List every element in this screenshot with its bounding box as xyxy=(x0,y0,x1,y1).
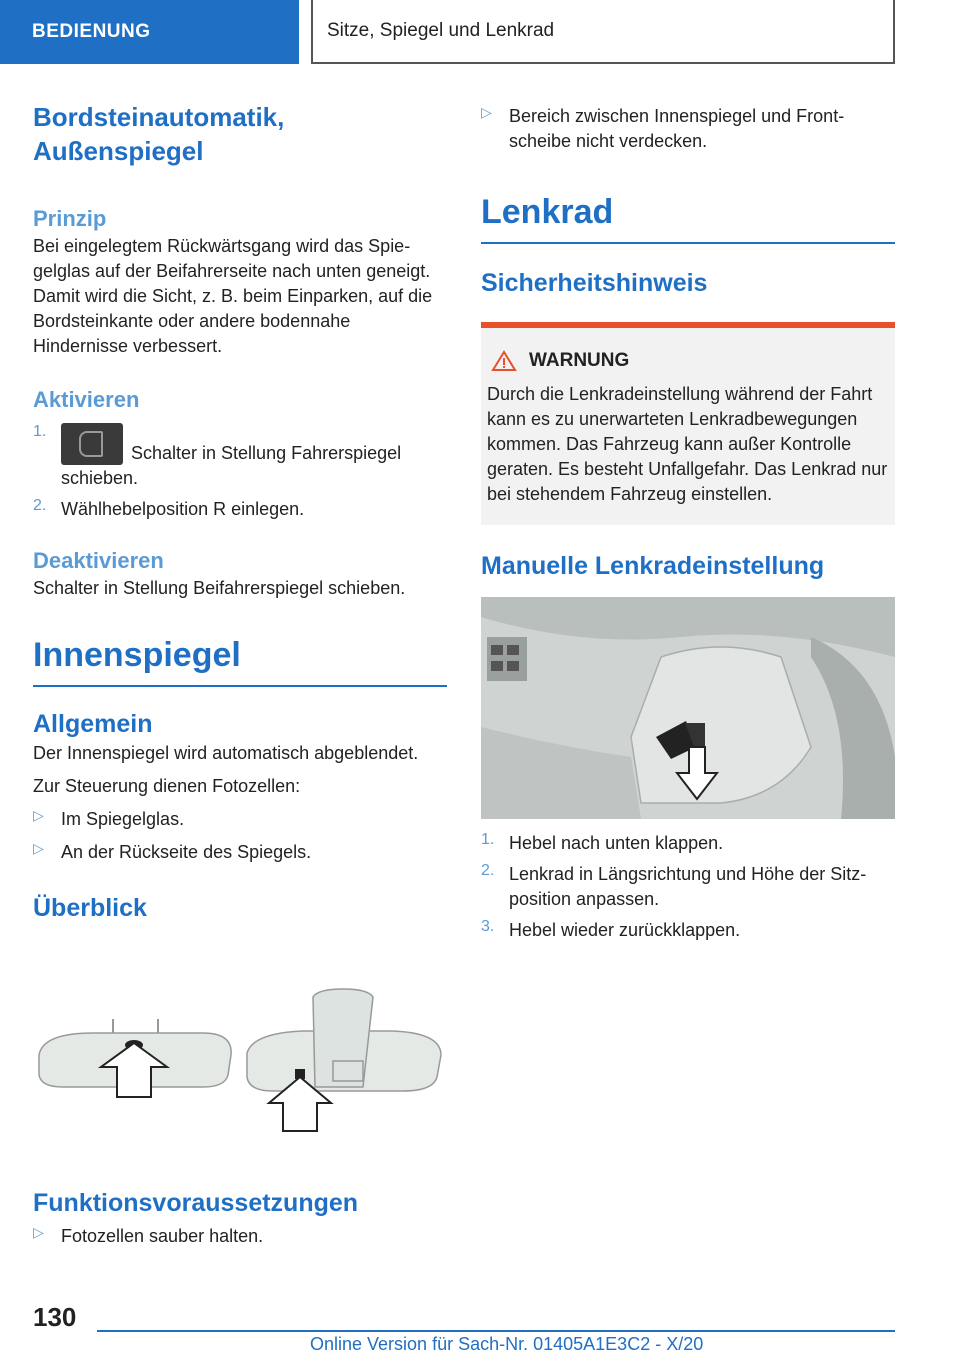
page-number: 130 xyxy=(33,1302,77,1332)
step-number: 2. xyxy=(33,497,47,514)
step-text: Schalter in Stellung Fahrerspiegel schieben. xyxy=(61,443,402,488)
allgemein-text: Der Innenspiegel wird automatisch abgeblendet. xyxy=(33,743,419,763)
list-item-text: Bereich zwischen Innenspiegel und Frontscheibe nicht verdecken. xyxy=(509,106,845,151)
switch-icon xyxy=(61,423,123,465)
left-column xyxy=(33,100,447,1249)
step-text: Hebel wieder zurückklappen. xyxy=(509,920,741,940)
step-1 xyxy=(481,831,895,856)
step-number: 2. xyxy=(481,862,495,879)
warning-label: WARNUNG xyxy=(529,350,630,371)
lenkrad-title: Lenkrad xyxy=(481,190,895,244)
ueberblick-heading: Überblick xyxy=(33,894,147,922)
akt-step-1 xyxy=(33,423,447,491)
allgemein-heading: Allgemein xyxy=(33,710,153,738)
step-2 xyxy=(481,862,895,912)
akt-step-2 xyxy=(33,497,447,522)
list-item-text: Im Spiegelglas. xyxy=(61,809,185,829)
footer-divider xyxy=(97,1330,895,1332)
aktivieren-heading: Aktivieren xyxy=(33,387,140,412)
funktion-heading: Funktionsvoraussetzungen xyxy=(33,1189,359,1217)
warning-text: Durch die Lenkradeinstellung während der Fahrt kann es zu unerwarteten Lenkradbewegungen kommen. Das Fahrzeug kann außer Kontrolle geraten. Es besteht Unfallgefahr. Das Lenkrad nur bei stehendem Fahrzeug einstellen. xyxy=(487,384,888,504)
chapter-label: Sitze, Spiegel und Lenkrad xyxy=(327,20,555,41)
innenspiegel-title: Innenspiegel xyxy=(33,633,447,687)
bullet-icon: ▷ xyxy=(33,840,44,856)
list-item-text: An der Rückseite des Spiegels. xyxy=(61,842,312,862)
steering-column-illustration xyxy=(481,597,895,819)
list-item-text: Fotozellen sauber halten. xyxy=(61,1226,264,1246)
step-number: 1. xyxy=(481,831,495,848)
step-number: 1. xyxy=(33,423,47,440)
step-body xyxy=(61,423,447,491)
warning-title xyxy=(487,350,889,372)
bordstein-title xyxy=(33,100,447,168)
list-item xyxy=(33,1224,447,1249)
manuell-heading: Manuelle Lenkradeinstellung xyxy=(481,552,825,580)
footer-text: Online Version für Sach-Nr. 01405A1E3C2 - X/20 xyxy=(310,1334,704,1354)
steuer-text: Zur Steuerung dienen Fotozellen: xyxy=(33,776,301,796)
step-text: Wählhebelposition R einlegen. xyxy=(61,499,305,519)
chapter-header xyxy=(311,0,895,64)
prinzip-text: Bei eingelegtem Rückwärtsgang wird das Spiegelglas auf der Beifahrerseite nach unten geneigt. Damit wird die Sicht, z. B. beim Einparken, auf die Bordsteinkante oder andere bodennahe Hindernisse verbessert. xyxy=(33,236,433,356)
bordstein-title-line1: Bordsteinautomatik, xyxy=(33,102,285,132)
bullet-icon: ▷ xyxy=(33,807,44,823)
section-tab xyxy=(0,0,299,64)
deaktivieren-heading: Deaktivieren xyxy=(33,548,164,573)
bullet-icon: ▷ xyxy=(481,104,492,120)
prinzip-heading: Prinzip xyxy=(33,206,107,231)
list-item xyxy=(33,840,447,865)
deaktivieren-text: Schalter in Stellung Beifahrerspiegel schieben. xyxy=(33,578,406,598)
list-item xyxy=(33,807,447,832)
sicherheitshinweis-heading: Sicherheitshinweis xyxy=(481,269,708,297)
warning-box xyxy=(481,322,895,525)
bordstein-title-line2: Außenspiegel xyxy=(33,136,204,166)
step-3 xyxy=(481,918,895,943)
step-text: Hebel nach unten klappen. xyxy=(509,833,724,853)
section-label: BEDIENUNG xyxy=(32,21,151,42)
mirror-illustration xyxy=(33,937,447,1157)
right-column xyxy=(481,100,895,943)
step-number: 3. xyxy=(481,918,495,935)
warning-triangle-icon xyxy=(491,350,517,372)
bullet-icon: ▷ xyxy=(33,1224,44,1240)
list-item xyxy=(481,104,895,154)
step-text: Lenkrad in Längsrichtung und Höhe der Sitzposition anpassen. xyxy=(509,864,867,909)
